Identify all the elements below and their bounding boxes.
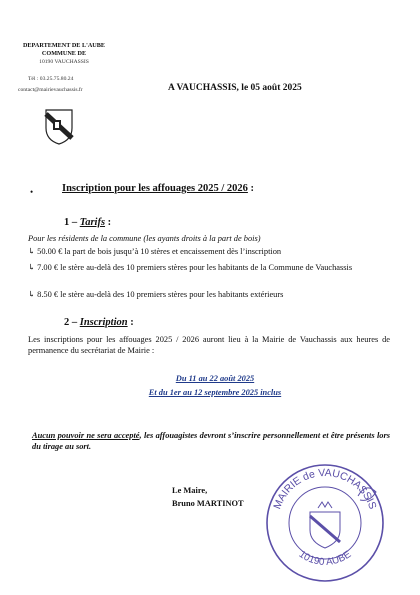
section-word: Inscription <box>79 317 128 328</box>
inscription-date-1: Du 11 au 22 août 2025 <box>175 374 255 383</box>
title-bullet: • <box>30 187 34 197</box>
section-number: 2 – <box>64 317 80 328</box>
inscription-text: Les inscriptions pour les affouages 2025 / 2026 auront lieu à la Mairie de Vauchassis aux heures de permanence du secrétariat de Mairie : <box>28 335 390 355</box>
section-word: Tarifs <box>79 217 106 228</box>
stamp-emblem-icon <box>310 502 340 548</box>
section-suffix: : <box>127 317 134 328</box>
signature-name: Bruno MARTINOT <box>172 499 244 508</box>
stamp-top-text: MAIRIE de VAUCHASSIS <box>271 466 379 511</box>
warning-rest: , les affouagistes devront s’inscrire personnellement et être présents lors du tirage au sort. <box>32 431 390 451</box>
mairie-stamp <box>262 460 388 586</box>
section-inscription-heading <box>64 317 134 328</box>
inscription-date-2: Et du 1er au 12 septembre 2025 inclus <box>148 388 282 397</box>
arrow-return-icon: ↳ <box>28 247 36 256</box>
postal-city: 10190 VAUCHASSIS <box>39 59 89 65</box>
warning-lead: Aucun pouvoir ne sera accepté <box>32 431 140 440</box>
section-suffix: : <box>105 217 112 228</box>
signature-role: Le Maire, <box>172 486 208 495</box>
section-tarifs-heading <box>64 217 111 228</box>
document-title-text: Inscription pour les affouages 2025 / 2026 <box>62 183 248 194</box>
tarif-item-text: 50.00 € la part de bois jusqu’à 10 stères et encaissement dès l’inscription <box>37 247 282 256</box>
coat-of-arms-icon <box>44 108 74 146</box>
tarif-item <box>28 262 390 273</box>
phone-number: Tél : 03.25.75.80.24 <box>28 76 74 82</box>
place-and-date: A VAUCHASSIS, le 05 août 2025 <box>168 83 302 93</box>
arrow-return-icon: ↳ <box>28 290 36 299</box>
warning-notice <box>32 430 390 452</box>
stamp-bottom-text: 10190 AUBE <box>296 548 354 568</box>
section-number: 1 – <box>64 217 80 228</box>
tarif-item-text: 8.50 € le stère au-delà des 10 premiers stères pour les habitants extérieurs <box>37 290 284 299</box>
letterhead <box>14 42 114 66</box>
email-address: contact@mairievauchassis.fr <box>18 87 83 93</box>
tarif-item-text: 7.00 € le stère au-delà des 10 premiers stères pour les habitants de la Commune de Vauchassis <box>37 263 353 272</box>
svg-text:10190 AUBE <box>297 549 354 568</box>
arrow-return-icon: ↳ <box>28 263 36 272</box>
document-title <box>62 183 254 194</box>
commune-label: COMMUNE DE <box>41 50 87 57</box>
document-title-suffix: : <box>247 183 255 194</box>
tarifs-intro: Pour les résidents de la commune (les ayants droits à la part de bois) <box>28 234 261 243</box>
tarif-item <box>28 246 390 257</box>
tarif-item <box>28 289 390 300</box>
department-name: DEPARTEMENT DE L'AUBE <box>22 42 106 49</box>
svg-text:MAIRIE de VAUCHASSIS <box>271 467 378 511</box>
